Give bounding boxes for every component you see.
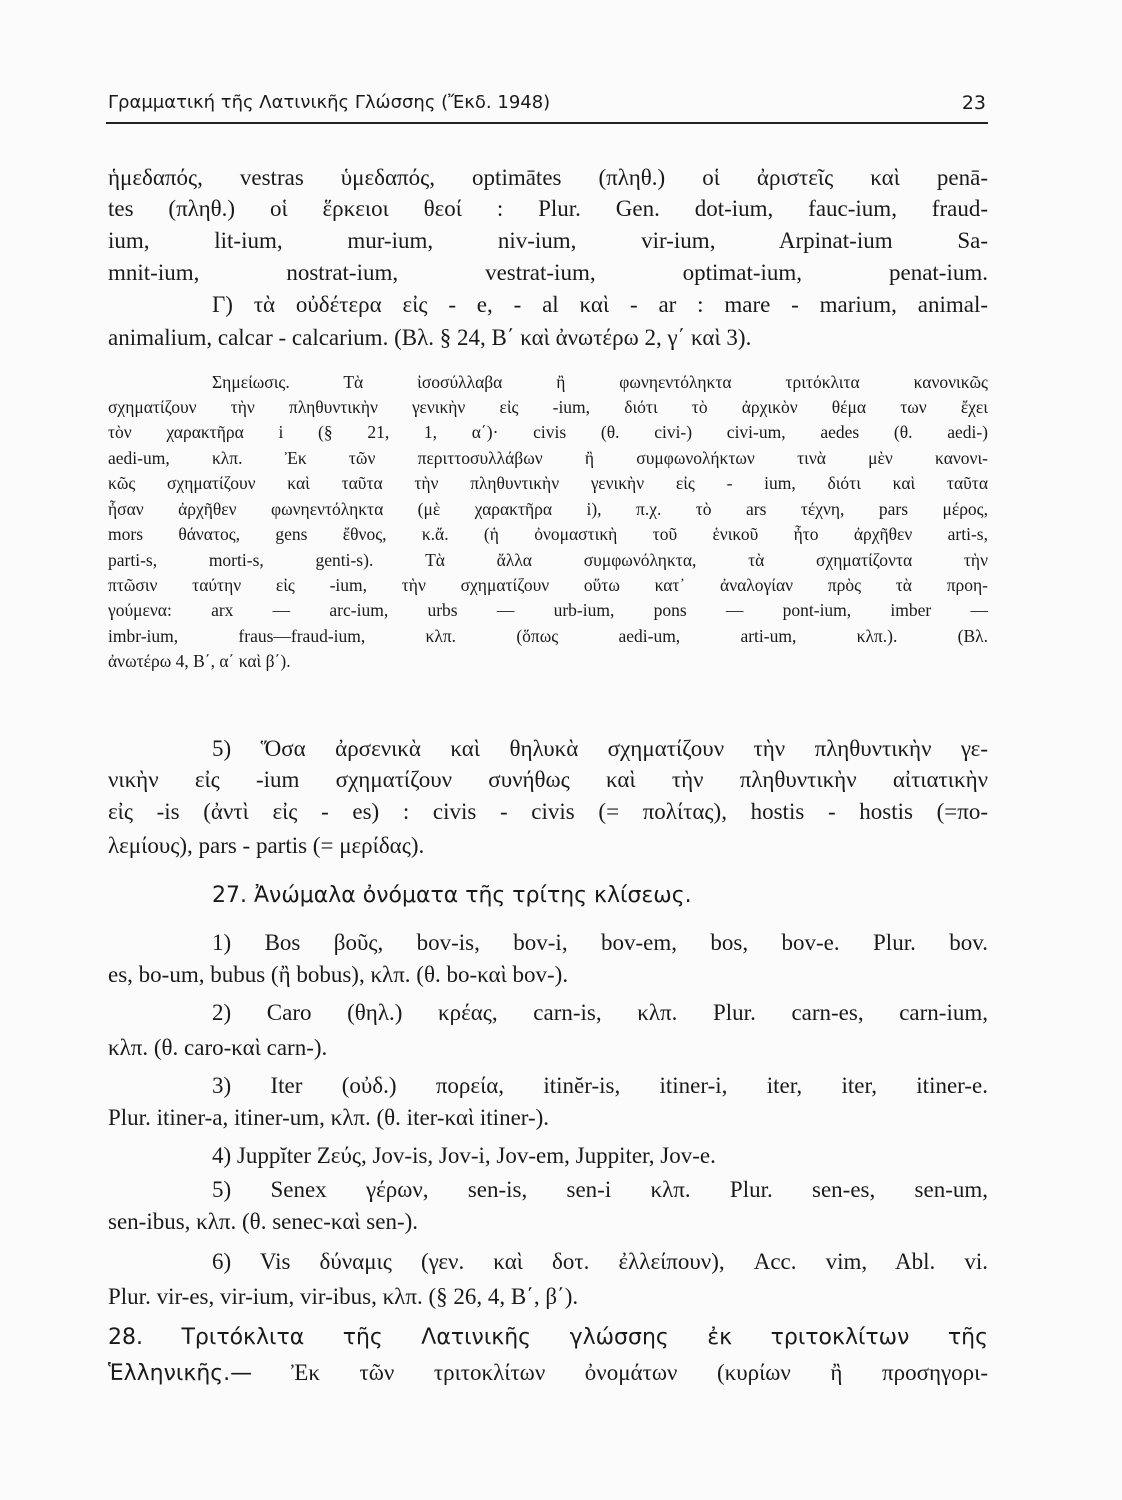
paragraph-line: λεμίους), pars - partis (= μερίδας). [108, 833, 425, 858]
list-item-line: sen-ibus, κλπ. (θ. senec-καὶ sen-). [108, 1209, 419, 1234]
section-heading-continued [108, 1361, 988, 1385]
section-heading: 28. Τριτόκλιτα τῆς Λατινικῆς γλώσσης ἐκ τριτοκλίτων τῆς [108, 1325, 988, 1350]
list-item-line: 2) Caro (θηλ.) κρέας, carn-is, κλπ. Plur. carn-es, carn-ium, [212, 1000, 988, 1025]
list-item-line: 5) Senex γέρων, sen-is, sen-i κλπ. Plur. sen-es, sen-um, [212, 1177, 988, 1202]
list-item-line: Plur. vir-es, vir-ium, vir-ibus, κλπ. (§ 26, 4, Β΄, β΄). [108, 1284, 579, 1309]
paragraph-line: ἡμεδαπός, vestras ὑμεδαπός, optimātes (πληθ.) οἱ ἀριστεῖς καὶ penā- [108, 165, 988, 190]
section-heading-end: Ἑλληνικῆς.— [108, 1361, 253, 1386]
paragraph-line: ium, lit-ium, mur-ium, niv-ium, vir-ium, Arpinat-ium Sa- [108, 228, 988, 253]
list-item-line: 1) Bos βοῦς, bov-is, bov-i, bov-em, bos, bov-e. Plur. bov. [212, 930, 988, 955]
note-line: imbr-ium, fraus—fraud-ium, κλπ. (ὅπως aedi-um, arti-um, κλπ.). (Βλ. [108, 626, 988, 646]
paragraph-line: εἰς -is (ἀντὶ εἰς - es) : civis - civis (= πολίτας), hostis - hostis (=πο- [108, 799, 988, 824]
list-item-line: κλπ. (θ. caro-καὶ carn-). [108, 1035, 328, 1060]
paragraph-line: Γ) τὰ οὐδέτερα εἰς - e, - al καὶ - ar : mare - marium, animal- [212, 292, 988, 317]
note-line: γούμενα: arx — arc-ium, urbs — urb-ium, pons — pont-ium, imber — [108, 600, 988, 620]
note-line: Σημείωσις. Τὰ ἰσοσύλλαβα ἢ φωνηεντόληκτα τριτόκλιτα κανονικῶς [212, 372, 988, 392]
page-number: 23 [961, 92, 986, 114]
header-rule [106, 122, 988, 124]
list-item-line: 3) Iter (οὐδ.) πορεία, itinĕr-is, itiner-i, iter, iter, itiner-e. [212, 1073, 988, 1098]
paragraph-line: tes (πληθ.) οἱ ἕρκειοι θεοί : Plur. Gen. dot-ium, fauc-ium, fraud- [108, 196, 988, 221]
paragraph-line: νικὴν εἰς -ium σχηματίζουν συνήθως καὶ τὴν πληθυντικὴν αἰτιατικὴν [108, 767, 988, 792]
paragraph-line: animalium, calcar - calcarium. (Βλ. § 24, Β΄ καὶ ἀνωτέρω 2, γ΄ καὶ 3). [108, 325, 752, 350]
note-line: κῶς σχηματίζουν καὶ ταῦτα τὴν πληθυντικὴν γενικὴν εἰς - ium, διότι καὶ ταῦτα [108, 473, 988, 493]
note-line: πτῶσιν ταύτην εἰς -ium, τὴν σχηματίζουν οὕτω κατ᾽ ἀναλογίαν πρὸς τὰ προη- [108, 575, 988, 595]
note-line: τὸν χαρακτῆρα i (§ 21, 1, α΄)· civis (θ. civi-) civi-um, aedes (θ. aedi-) [108, 422, 988, 442]
note-line: parti-s, morti-s, genti-s). Τὰ ἄλλα συμφωνόληκτα, τὰ σχηματίζοντα τὴν [108, 550, 988, 570]
note-line: ἀνωτέρω 4, Β΄, α΄ καὶ β΄). [108, 651, 291, 671]
note-line: σχηματίζουν τὴν πληθυντικὴν γενικὴν εἰς -ium, διότι τὸ ἀρχικὸν θέμα των ἔχει [108, 397, 988, 417]
list-item-line: Plur. itiner-a, itiner-um, κλπ. (θ. iter-καὶ itiner-). [108, 1105, 550, 1130]
list-item-line: es, bo-um, bubus (ἢ bobus), κλπ. (θ. bo-καὶ bov-). [108, 962, 569, 987]
running-title: Γραμματική τῆς Λατινικῆς Γλώσσης (Ἔκδ. 1948) [108, 92, 551, 113]
note-line: ἦσαν ἀρχῆθεν φωνηεντόληκτα (μὲ χαρακτῆρα i), π.χ. τὸ ars τέχνη, pars μέρος, [108, 499, 988, 519]
paragraph-line: mnit-ium, nostrat-ium, vestrat-ium, optimat-ium, penat-ium. [108, 260, 988, 285]
note-line: mors θάνατος, gens ἔθνος, κ.ἄ. (ἡ ὀνομαστικὴ τοῦ ἑνικοῦ ἦτο ἀρχῆθεν arti-s, [108, 524, 988, 544]
note-line: aedi-um, κλπ. Ἐκ τῶν περιττοσυλλάβων ἢ συμφωνολήκτων τινὰ μὲν κανονι- [108, 448, 988, 468]
list-item-line: 4) Juppĭter Ζεύς, Jov-is, Jov-i, Jov-em, Juppiter, Jov-e. [212, 1143, 716, 1168]
paragraph-text: Ἐκ τῶν τριτοκλίτων ὀνομάτων (κυρίων ἢ προσηγορι- [291, 1360, 989, 1385]
section-heading: 27. Ἀνώμαλα ὀνόματα τῆς τρίτης κλίσεως. [212, 883, 692, 908]
list-item-line: 6) Vis δύναμις (γεν. καὶ δοτ. ἐλλείπουν), Acc. vim, Abl. vi. [212, 1249, 988, 1274]
paragraph-line: 5) Ὅσα ἀρσενικὰ καὶ θηλυκὰ σχηματίζουν τὴν πληθυντικὴν γε- [212, 736, 988, 761]
